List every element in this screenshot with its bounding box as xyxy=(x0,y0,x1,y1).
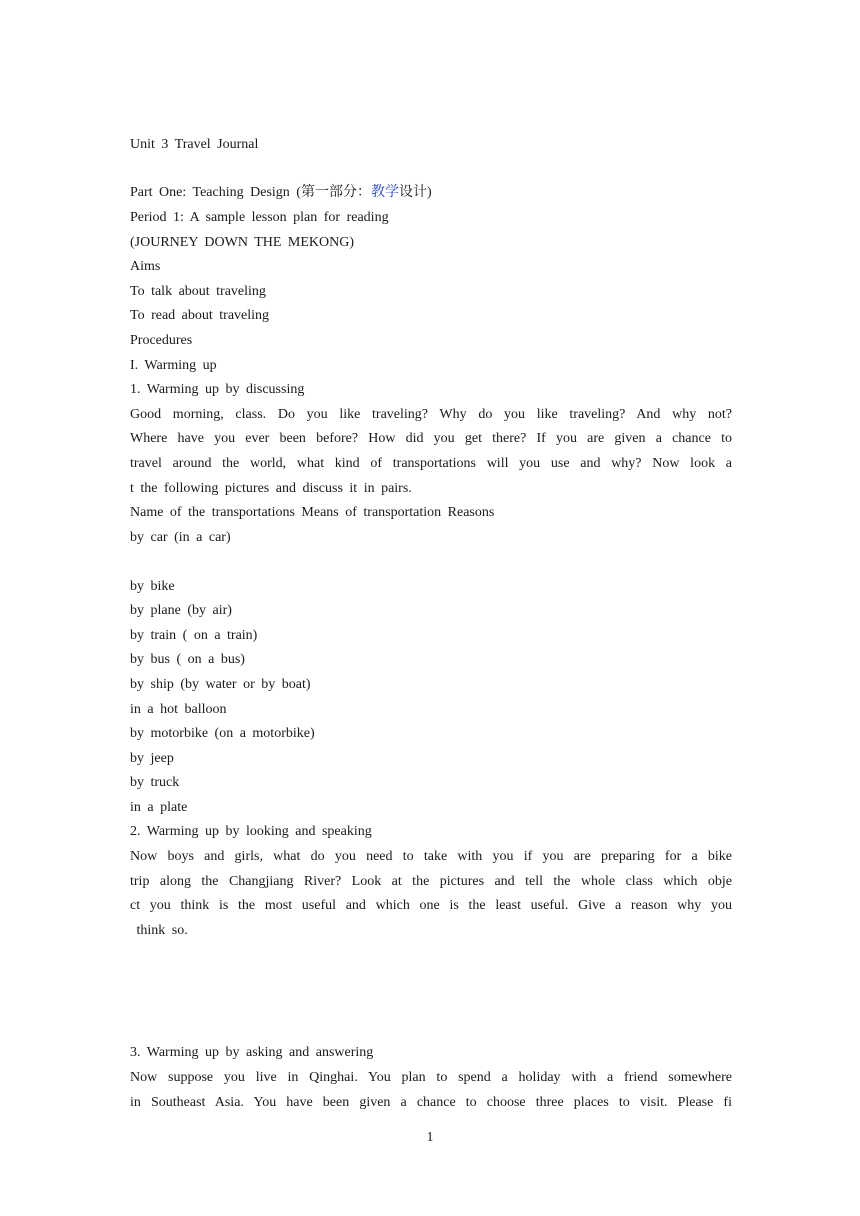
paragraph-line: Now boys and girls, what do you need to take with you if you are preparing for a bike xyxy=(130,849,732,864)
transport-item: by motorbike (on a motorbike) xyxy=(130,726,315,741)
transport-item: by car (in a car) xyxy=(130,530,231,545)
table-header: Name of the transportations Means of transportation Reasons xyxy=(130,505,495,520)
lesson-subtitle: (JOURNEY DOWN THE MEKONG) xyxy=(130,235,355,250)
period-heading: Period 1: A sample lesson plan for reading xyxy=(130,210,389,225)
paragraph-line: trip along the Changjiang River? Look at the pictures and tell the whole class which obje xyxy=(130,874,732,889)
paragraph-line: think so. xyxy=(130,923,188,938)
step-heading: 1. Warming up by discussing xyxy=(130,382,305,397)
page-number: 1 xyxy=(426,1130,434,1145)
step-heading: 3. Warming up by asking and answering xyxy=(130,1045,374,1060)
paragraph-line: ct you think is the most useful and which one is the least useful. Give a reason why you xyxy=(130,898,732,913)
transport-item: in a plate xyxy=(130,800,188,815)
aim-item: To talk about traveling xyxy=(130,284,266,299)
transport-item: by jeep xyxy=(130,751,174,766)
aims-heading: Aims xyxy=(130,259,161,274)
transport-item: by bus ( on a bus) xyxy=(130,652,245,667)
aim-item: To read about traveling xyxy=(130,308,270,323)
part-heading-suffix: 设计) xyxy=(398,185,432,200)
transport-item: by ship (by water or by boat) xyxy=(130,677,311,692)
paragraph-line: Good morning, class. Do you like traveling? Why do you like traveling? And why not? xyxy=(130,407,732,422)
section-heading: I. Warming up xyxy=(130,358,217,373)
unit-title: Unit 3 Travel Journal xyxy=(130,137,259,152)
transport-item: in a hot balloon xyxy=(130,702,227,717)
paragraph-line: in Southeast Asia. You have been given a chance to choose three places to visit. Please fi xyxy=(130,1095,732,1110)
paragraph-line: Where have you ever been before? How did you get there? If you are given a chance to xyxy=(130,431,732,446)
procedures-heading: Procedures xyxy=(130,333,193,348)
teaching-link[interactable]: 教学 xyxy=(370,185,399,200)
paragraph-line: Now suppose you live in Qinghai. You plan to spend a holiday with a friend somewhere xyxy=(130,1070,732,1085)
transport-item: by train ( on a train) xyxy=(130,628,258,643)
transport-item: by truck xyxy=(130,775,180,790)
step-heading: 2. Warming up by looking and speaking xyxy=(130,824,372,839)
part-heading xyxy=(130,184,732,202)
paragraph-line: t the following pictures and discuss it in pairs. xyxy=(130,481,412,496)
transport-item: by plane (by air) xyxy=(130,603,232,618)
transport-item: by bike xyxy=(130,579,175,594)
paragraph-line: travel around the world, what kind of transportations will you use and why? Now look a xyxy=(130,456,732,471)
part-heading-prefix: Part One: Teaching Design (第一部分： xyxy=(130,185,371,200)
